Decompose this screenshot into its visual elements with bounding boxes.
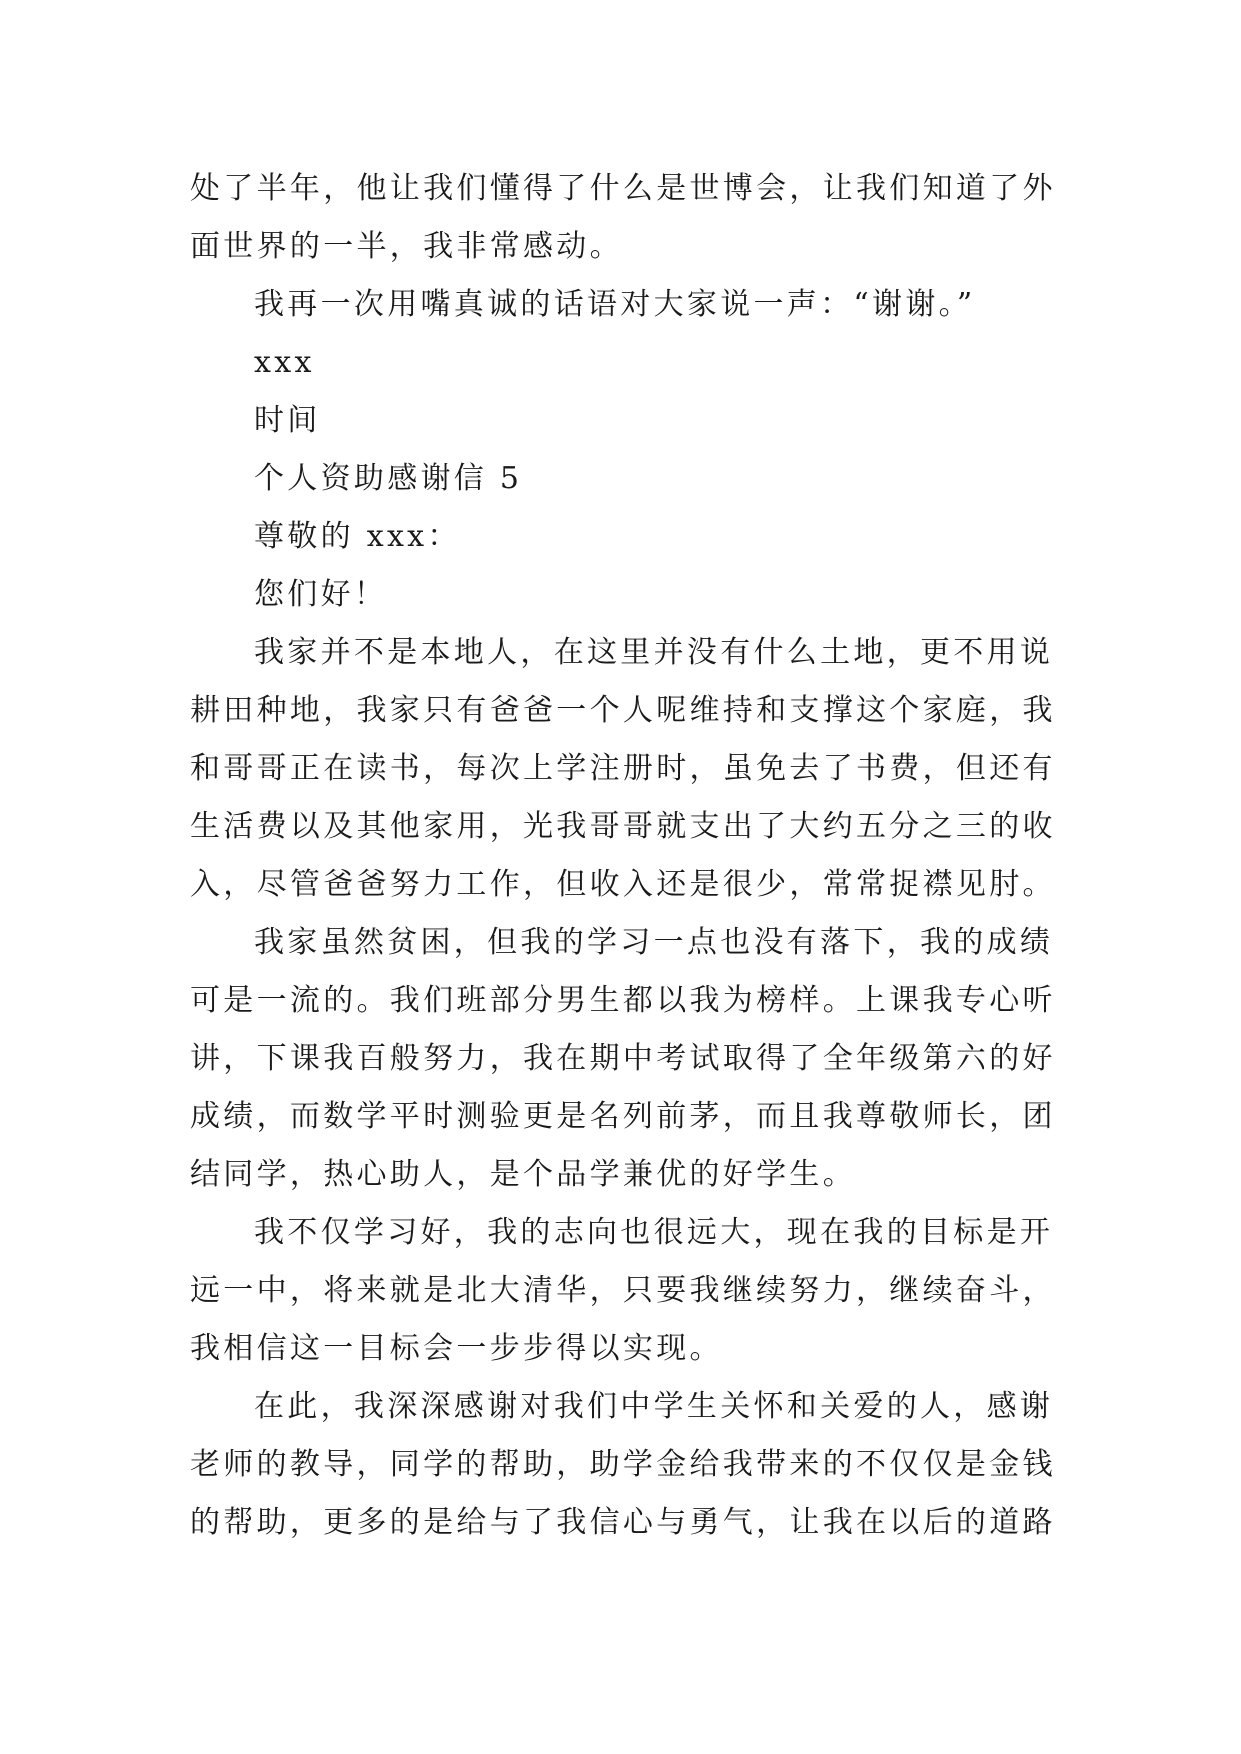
document-body — [190, 160, 1056, 1552]
text-line: 远一中，将来就是北大清华，只要我继续努力，继续奋斗， — [190, 1273, 1056, 1308]
text-line: 生活费以及其他家用，光我哥哥就支出了大约五分之三的收 — [190, 809, 1056, 844]
text-line: 面世界的一半，我非常感动。 — [190, 229, 623, 264]
text-line: 结同学，热心助人，是个品学兼优的好学生。 — [190, 1157, 856, 1192]
text-line: 和哥哥正在读书，每次上学注册时，虽免去了书费，但还有 — [190, 751, 1056, 786]
signature-name: xxx — [254, 345, 315, 380]
text-line: 可是一流的。我们班部分男生都以我为榜样。上课我专心听 — [190, 983, 1056, 1018]
text-line: 我不仅学习好，我的志向也很远大，现在我的目标是开 — [254, 1215, 1054, 1250]
signature-date: 时间 — [254, 403, 321, 438]
text-line: 我再一次用嘴真诚的话语对大家说一声：“谢谢。” — [254, 287, 976, 322]
text-line: 成绩，而数学平时测验更是名列前茅，而且我尊敬师长，团 — [190, 1099, 1056, 1134]
text-line: 我家虽然贫困，但我的学习一点也没有落下，我的成绩 — [254, 925, 1054, 960]
text-line: 我家并不是本地人，在这里并没有什么土地，更不用说 — [254, 635, 1054, 670]
text-line: 讲，下课我百般努力，我在期中考试取得了全年级第六的好 — [190, 1041, 1056, 1076]
text-line: 老师的教导，同学的帮助，助学金给我带来的不仅仅是金钱 — [190, 1447, 1056, 1482]
text-line: 我相信这一目标会一步步得以实现。 — [190, 1331, 723, 1366]
text-line: 的帮助，更多的是给与了我信心与勇气，让我在以后的道路 — [190, 1505, 1056, 1540]
text-line: 耕田种地，我家只有爸爸一个人呢维持和支撑这个家庭，我 — [190, 693, 1056, 728]
greeting: 您们好！ — [254, 577, 388, 612]
salutation: 尊敬的 xxx： — [254, 519, 461, 554]
text-line: 处了半年，他让我们懂得了什么是世博会，让我们知道了外 — [190, 171, 1056, 206]
text-line: 入，尽管爸爸努力工作，但收入还是很少，常常捉襟见肘。 — [190, 867, 1056, 902]
section-title: 个人资助感谢信 5 — [254, 461, 523, 496]
text-line: 在此，我深深感谢对我们中学生关怀和关爱的人，感谢 — [254, 1389, 1054, 1424]
